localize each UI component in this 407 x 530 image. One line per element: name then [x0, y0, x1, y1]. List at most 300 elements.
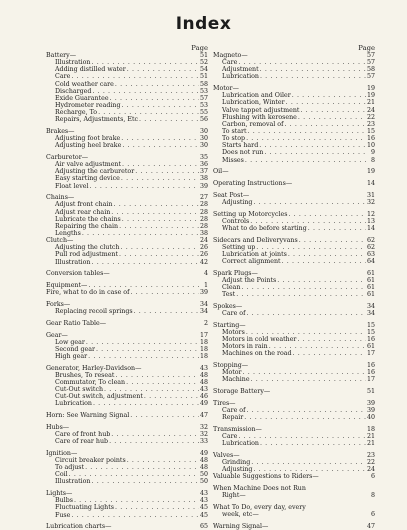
dot-leader [300, 107, 366, 114]
dot-leader [130, 412, 199, 419]
entry-page-number: 34 [366, 302, 375, 310]
entry-page-number: 58 [366, 66, 375, 74]
dot-leader [111, 209, 199, 216]
dot-leader [96, 346, 199, 353]
entry-label: Lubrication [222, 73, 259, 81]
entry-page-number: 48 [199, 464, 208, 472]
index-entries-left [46, 52, 208, 530]
dot-leader [71, 512, 199, 519]
index-subentry [46, 230, 208, 237]
index-subentry [46, 497, 208, 504]
entry-label: Grinding [222, 459, 251, 467]
entry-label: Machine [222, 376, 250, 384]
entry-label: Right— [222, 492, 246, 500]
entry-label: Motor— [213, 85, 239, 93]
entry-page-number: 30 [199, 142, 208, 150]
dot-leader [259, 142, 366, 149]
index-subentry [213, 343, 375, 350]
entry-label: Lights— [46, 490, 73, 498]
entry-page-number: 19 [366, 85, 375, 93]
index-entry [213, 452, 375, 459]
dot-leader [246, 135, 366, 142]
dot-leader [260, 73, 366, 80]
entry-label: Fuse [55, 511, 71, 519]
index-subentry [46, 464, 208, 471]
entry-label: Generator, Harley-Davidson— [46, 364, 142, 372]
index-subentry [46, 308, 208, 315]
dot-leader [293, 350, 366, 357]
entry-label: Lubrication [222, 440, 259, 448]
entry-page-number: 61 [366, 291, 375, 299]
entry-label: Air valve adjustment [55, 161, 122, 169]
entry-page-number: 50 [199, 471, 208, 479]
index-subentry [213, 414, 375, 421]
dot-leader [241, 284, 366, 291]
entry-label: Adjusting the clutch [55, 244, 120, 252]
entry-label: Brakes— [46, 128, 75, 135]
entry-page-number: 42 [199, 258, 208, 266]
index-subentry [46, 88, 208, 95]
entry-page-number: 9 [370, 149, 375, 157]
index-subentry [46, 259, 208, 266]
entry-page-number: 28 [199, 222, 208, 230]
dot-leader [251, 459, 366, 466]
entry-page-number: 39 [366, 407, 375, 415]
entry-label: What to do before starting [222, 224, 307, 232]
index-subentry [46, 438, 208, 445]
entry-page-number: 28 [199, 201, 208, 209]
dot-leader [308, 225, 366, 232]
index-entry [46, 282, 208, 289]
dot-leader [284, 121, 366, 128]
dot-leader [98, 109, 199, 116]
entry-label: Tires— [213, 399, 236, 407]
entry-label: Repairs, Adjustments, Etc [55, 116, 139, 124]
index-entry [213, 270, 375, 277]
index-subentry [213, 329, 375, 336]
entry-page-number: 22 [366, 113, 375, 121]
dot-leader [74, 497, 199, 504]
entry-label: Seat Post— [213, 191, 250, 199]
entry-page-number: 43 [199, 497, 208, 505]
entry-label: Adjusting the carburetor [55, 168, 135, 176]
entry-label: Adding distilled water [55, 66, 126, 74]
entry-label: Valve tappet adjustment [222, 106, 300, 114]
entry-page-number: 1 [203, 282, 208, 290]
index-entry [213, 180, 375, 187]
dot-leader [256, 244, 366, 251]
dot-leader [238, 59, 366, 66]
index-entry [213, 52, 375, 59]
dot-leader [288, 251, 366, 258]
entry-label: Spark Plugs— [213, 269, 258, 277]
entry-page-number: 17 [199, 331, 208, 339]
index-subentry [213, 99, 375, 106]
entry-label: Lubricate the chains [55, 215, 121, 223]
index-subentry [213, 251, 375, 258]
entry-label: Motor [222, 369, 242, 377]
dot-leader [251, 376, 366, 383]
entry-label: Pull rod adjustment [55, 251, 118, 259]
dot-leader [297, 336, 366, 343]
dot-leader [119, 251, 199, 258]
dot-leader [120, 244, 199, 251]
index-entry [213, 168, 375, 175]
entry-label: Lubrication and Oiler [222, 92, 291, 100]
entry-label: Discharged [55, 87, 92, 95]
index-subentry [213, 459, 375, 466]
index-subentry [213, 107, 375, 114]
index-subentry [46, 142, 208, 149]
index-subentry [46, 457, 208, 464]
entry-page-number: 16 [366, 336, 375, 344]
entry-page-number: 49 [199, 400, 208, 408]
entry-page-number: 18 [199, 338, 208, 346]
entry-page-number: 13 [366, 217, 375, 225]
index-subentry [213, 142, 375, 149]
dot-leader [113, 201, 199, 208]
entry-label: Motors in cold weather [222, 336, 297, 344]
dot-leader [119, 223, 199, 230]
dot-leader [121, 135, 199, 142]
entry-page-number: 18 [199, 345, 208, 353]
page-column-header: Page [191, 44, 208, 52]
entry-page-number: 55 [199, 109, 208, 117]
index-entry [213, 400, 375, 407]
index-entry [213, 303, 375, 310]
entry-label: Gear— [46, 331, 68, 339]
entry-label: Repair [222, 414, 244, 422]
entry-page-number: 21 [366, 433, 375, 441]
index-subentry [46, 504, 208, 511]
entry-label: Illustration [55, 258, 91, 266]
index-subentry [46, 183, 208, 190]
dot-leader [92, 259, 199, 266]
dot-leader [246, 329, 366, 336]
dot-leader [82, 230, 199, 237]
index-subentry [46, 161, 208, 168]
index-entry [213, 322, 375, 329]
index-subentry [46, 135, 208, 142]
index-subentry [213, 310, 375, 317]
entry-label: Valves— [213, 451, 240, 459]
entry-label: Easy starting device [55, 175, 120, 183]
entry-page-number: 49 [199, 449, 208, 457]
dot-leader [92, 478, 199, 485]
entry-page-number: 32 [199, 431, 208, 438]
dot-leader [130, 289, 199, 296]
index-subentry [46, 81, 208, 88]
index-entry [213, 85, 375, 92]
dot-leader [245, 157, 366, 164]
index-entry [213, 523, 375, 530]
entry-page-number: 35 [199, 154, 208, 162]
entry-label: Hubs— [46, 423, 70, 431]
index-subentry [46, 216, 208, 223]
entry-label: Illustration [55, 478, 91, 486]
entry-page-number: 28 [199, 208, 208, 216]
entry-label: Sidecars and Deliveryvans [213, 236, 298, 244]
index-subentry [213, 121, 375, 128]
entry-page-number: 16 [366, 135, 375, 143]
index-subentry [46, 59, 208, 66]
index-subentry [46, 73, 208, 80]
entry-page-number: 61 [366, 276, 375, 284]
dot-leader [110, 95, 199, 102]
index-entry [46, 237, 208, 244]
entry-page-number: 21 [366, 99, 375, 107]
dot-leader [299, 237, 366, 244]
entry-label: Setting up [222, 243, 256, 251]
index-subentry [46, 471, 208, 478]
index-entry [46, 490, 208, 497]
dot-leader [93, 400, 199, 407]
index-subentry [213, 492, 375, 499]
index-subentry [213, 277, 375, 284]
index-subentry [213, 225, 375, 232]
entry-page-number: 61 [366, 284, 375, 292]
entry-label: Machines on the road [222, 350, 292, 358]
entry-page-number: 51 [199, 52, 208, 59]
index-subentry [213, 199, 375, 206]
entry-page-number: 63 [366, 250, 375, 258]
entry-label: Motors in rain [222, 343, 268, 351]
entry-label: Adjusting heel brake [55, 142, 122, 150]
dot-leader [92, 59, 199, 66]
index-entries-right [213, 52, 375, 530]
entry-page-number: 45 [199, 511, 208, 519]
entry-label: Exide Guarantee [55, 94, 109, 102]
entry-label: Lubrication charts— [46, 523, 112, 530]
entry-label: Flushing with kerosene [222, 113, 297, 121]
dot-leader [244, 414, 366, 421]
entry-label: Starting— [213, 321, 246, 329]
entry-page-number: 64 [366, 258, 375, 266]
entry-page-number: 12 [366, 210, 375, 218]
entry-page-number: 46 [199, 393, 208, 401]
index-entry [46, 301, 208, 308]
entry-label: Conversion tables— [46, 270, 110, 278]
index-entry [46, 289, 208, 296]
entry-page-number: 4 [203, 270, 208, 278]
index-subentry [213, 369, 375, 376]
index-subentry [46, 223, 208, 230]
index-subentry [213, 92, 375, 99]
entry-page-number: 37 [199, 168, 208, 176]
entry-page-number: 40 [366, 414, 375, 422]
entry-page-number: 32 [199, 423, 208, 431]
entry-label: Correct alignment [222, 258, 281, 266]
entry-page-number: 26 [199, 251, 208, 259]
entry-page-number: 56 [199, 116, 208, 124]
index-subentry [213, 407, 375, 414]
index-subentry [213, 149, 375, 156]
entry-page-number: 28 [199, 215, 208, 223]
dot-leader [246, 407, 366, 414]
entry-label: Spokes— [213, 302, 243, 310]
index-subentry [46, 400, 208, 407]
index-entry [46, 52, 208, 59]
entry-page-number: 8 [370, 156, 375, 164]
entry-page-number: 24 [366, 466, 375, 474]
dot-leader [88, 282, 199, 289]
dot-leader [260, 440, 366, 447]
entry-page-number: 47 [199, 412, 208, 420]
index-entry [46, 424, 208, 431]
index-subentry [46, 201, 208, 208]
index-entry [46, 270, 208, 277]
entry-label: Cold weather care [55, 80, 114, 88]
page-title: Index [175, 14, 232, 34]
entry-page-number: 2 [203, 319, 208, 327]
dot-leader [121, 102, 199, 109]
entry-label: Controls [222, 217, 250, 225]
entry-label: Care of rear hub [55, 438, 109, 446]
index-subentry [46, 346, 208, 353]
entry-page-number: 61 [366, 269, 375, 277]
index-subentry [46, 353, 208, 360]
entry-label: Ignition— [46, 449, 78, 457]
index-entry [213, 211, 375, 218]
entry-label: Misses [222, 156, 244, 164]
entry-page-number: 21 [366, 440, 375, 448]
index-subentry [46, 102, 208, 109]
entry-page-number: 26 [199, 244, 208, 252]
entry-label: Coil [55, 471, 68, 479]
entry-label: Replacing recoil springs [55, 308, 133, 316]
index-subentry [213, 135, 375, 142]
index-entry [46, 128, 208, 135]
index-entry [213, 473, 375, 480]
entry-page-number: 57 [199, 94, 208, 102]
index-subentry [213, 114, 375, 121]
entry-page-number: 27 [199, 194, 208, 202]
dot-leader [115, 81, 199, 88]
dot-leader [86, 339, 199, 346]
dot-leader [246, 310, 366, 317]
dot-leader [282, 258, 366, 265]
entry-page-number: 34 [366, 310, 375, 318]
entry-page-number: 15 [366, 128, 375, 135]
index-subentry [213, 128, 375, 135]
dot-leader [127, 66, 199, 73]
entry-page-number: 39 [366, 399, 375, 407]
entry-page-number: 30 [199, 128, 208, 135]
entry-label: Lubrication [55, 400, 92, 408]
entry-label: Adjusting foot brake [55, 135, 121, 143]
entry-page-number: 14 [366, 224, 375, 232]
entry-label: What To Do, every day, every [213, 503, 306, 511]
entry-page-number: 47 [366, 522, 375, 530]
entry-page-number: 43 [199, 364, 208, 372]
entry-label: Gear Ratio Table— [46, 319, 107, 327]
entry-label: Lubrication, Winter [222, 99, 285, 107]
dot-leader [104, 386, 199, 393]
entry-page-number: 24 [366, 106, 375, 114]
entry-label: Adjust rear chain [55, 208, 111, 216]
dot-leader [126, 379, 199, 386]
entry-label: Fire, what to do in case of [46, 289, 130, 297]
dot-leader [250, 218, 366, 225]
index-subentry [213, 284, 375, 291]
entry-page-number: 18 [199, 352, 208, 360]
dot-leader [88, 353, 199, 360]
entry-label: Circuit breaker points [55, 457, 126, 465]
index-subentry [213, 291, 375, 298]
entry-label: Care of front hub [55, 431, 111, 438]
entry-label: Stopping— [213, 362, 249, 370]
entry-label: Motors [222, 328, 245, 336]
dot-leader [248, 128, 366, 135]
entry-label: High gear [55, 352, 88, 360]
dot-leader [292, 92, 366, 99]
index-subentry [46, 431, 208, 438]
index-subentry [46, 393, 208, 400]
dot-leader [253, 466, 366, 473]
entry-page-number: 39 [199, 182, 208, 190]
entry-page-number: 51 [199, 73, 208, 81]
dot-leader [90, 183, 199, 190]
entry-page-number: 45 [199, 504, 208, 512]
entry-page-number: 39 [199, 289, 208, 297]
dot-leader [238, 433, 366, 440]
index-entry [213, 485, 375, 492]
entry-label: To stop [222, 135, 246, 143]
index-subentry [46, 339, 208, 346]
dot-leader [122, 216, 199, 223]
index-subentry [46, 478, 208, 485]
entry-label: Lubrication at joints [222, 250, 287, 258]
index-subentry [46, 209, 208, 216]
entry-label: Care [222, 433, 238, 441]
index-subentry [213, 336, 375, 343]
dot-leader [121, 175, 199, 182]
entry-page-number: 65 [199, 523, 208, 530]
entry-page-number: 58 [199, 80, 208, 88]
entry-page-number: 16 [366, 369, 375, 377]
index-entry [46, 332, 208, 339]
entry-page-number: 50 [199, 478, 208, 486]
entry-page-number: 62 [366, 236, 375, 244]
entry-label: Illustration [55, 59, 91, 67]
dot-leader [127, 457, 199, 464]
entry-page-number: 48 [199, 371, 208, 379]
entry-page-number: 15 [366, 328, 375, 336]
index-subentry [213, 244, 375, 251]
entry-label: Float level [55, 182, 89, 190]
index-subentry [213, 157, 375, 164]
index-subentry [213, 440, 375, 447]
entry-page-number: 57 [366, 52, 375, 59]
dot-leader [269, 343, 366, 350]
entry-label: Lengths [55, 230, 81, 238]
entry-label: Adjusting [222, 198, 253, 206]
index-entry [213, 426, 375, 433]
entry-label: Hydrometer reading [55, 101, 121, 109]
dot-leader [288, 211, 366, 218]
entry-label: Carburetor— [46, 154, 89, 162]
index-subentry [213, 433, 375, 440]
dot-leader [85, 464, 199, 471]
entry-label: Clean [222, 284, 241, 292]
dot-leader [260, 66, 366, 73]
entry-page-number: 10 [366, 142, 375, 150]
entry-page-number: 23 [366, 451, 375, 459]
entry-label: Clutch— [46, 237, 74, 245]
entry-page-number: 51 [366, 388, 375, 396]
dot-leader [111, 431, 199, 438]
dot-leader [243, 369, 366, 376]
